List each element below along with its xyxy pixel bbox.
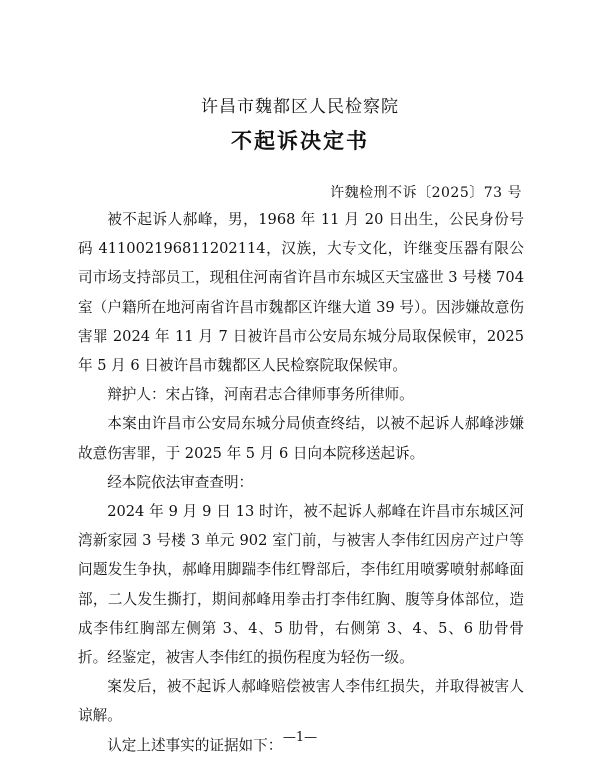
paragraph-compensation: 案发后，被不起诉人郝峰赔偿被害人李伟红损失，并取得被害人谅解。 bbox=[78, 678, 524, 725]
page-number: —1— bbox=[282, 730, 318, 745]
paragraph-case-origin: 本案由许昌市公安局东城分局侦查终结，以被不起诉人郝峰涉嫌故意伤害罪，于 2025 年 5 月 6 日向本院移送起诉。 bbox=[78, 415, 524, 462]
organization-name: 许昌市魏都区人民检察院 bbox=[201, 97, 399, 117]
document-body bbox=[78, 205, 524, 760]
paragraph-defendant-info: 被不起诉人郝峰，男，1968 年 11 月 20 日出生，公民身份号码 411002196811202114，汉族，大专文化，许继变压器有限公司市场支持部员工，现租住河南省许昌市东城区天宝盛世 3 号楼 704 室（户籍所在地河南省许昌市魏都区许继大道 39 号）。因涉嫌故意伤害罪 2024 年 11 月 7 日被许昌市公安局东城分局取保候审，2025 年 5 月 6 日被许昌市魏都区人民检察院取保候审。 bbox=[78, 211, 524, 375]
document-number: 许魏检刑不诉〔2025〕73 号 bbox=[330, 185, 522, 201]
paragraph-facts: 2024 年 9 月 9 日 13 时许，被不起诉人郝峰在许昌市东城区河湾新家园 3 号楼 3 单元 902 室门前，与被害人李伟红因房产过户等问题发生争执，郝峰用脚踹李伟红臀部后，李伟红用喷雾喷射郝峰面部，二人发生撕打，期间郝峰用拳击打李伟红胸、腹等身体部位，造成李伟红胸部左侧第 3、4、5 肋骨，右侧第 3、4、5、6 肋骨骨折。经鉴定，被害人李伟红的损伤程度为轻伤一级。 bbox=[78, 503, 524, 667]
paragraph-defender: 辩护人：宋占锋，河南君志合律师事务所律师。 bbox=[107, 386, 414, 404]
paragraph-evidence-intro: 认定上述事实的证据如下： bbox=[107, 736, 283, 754]
paragraph-review-intro: 经本院依法审查查明： bbox=[107, 473, 254, 491]
document-title: 不起诉决定书 bbox=[231, 128, 369, 153]
